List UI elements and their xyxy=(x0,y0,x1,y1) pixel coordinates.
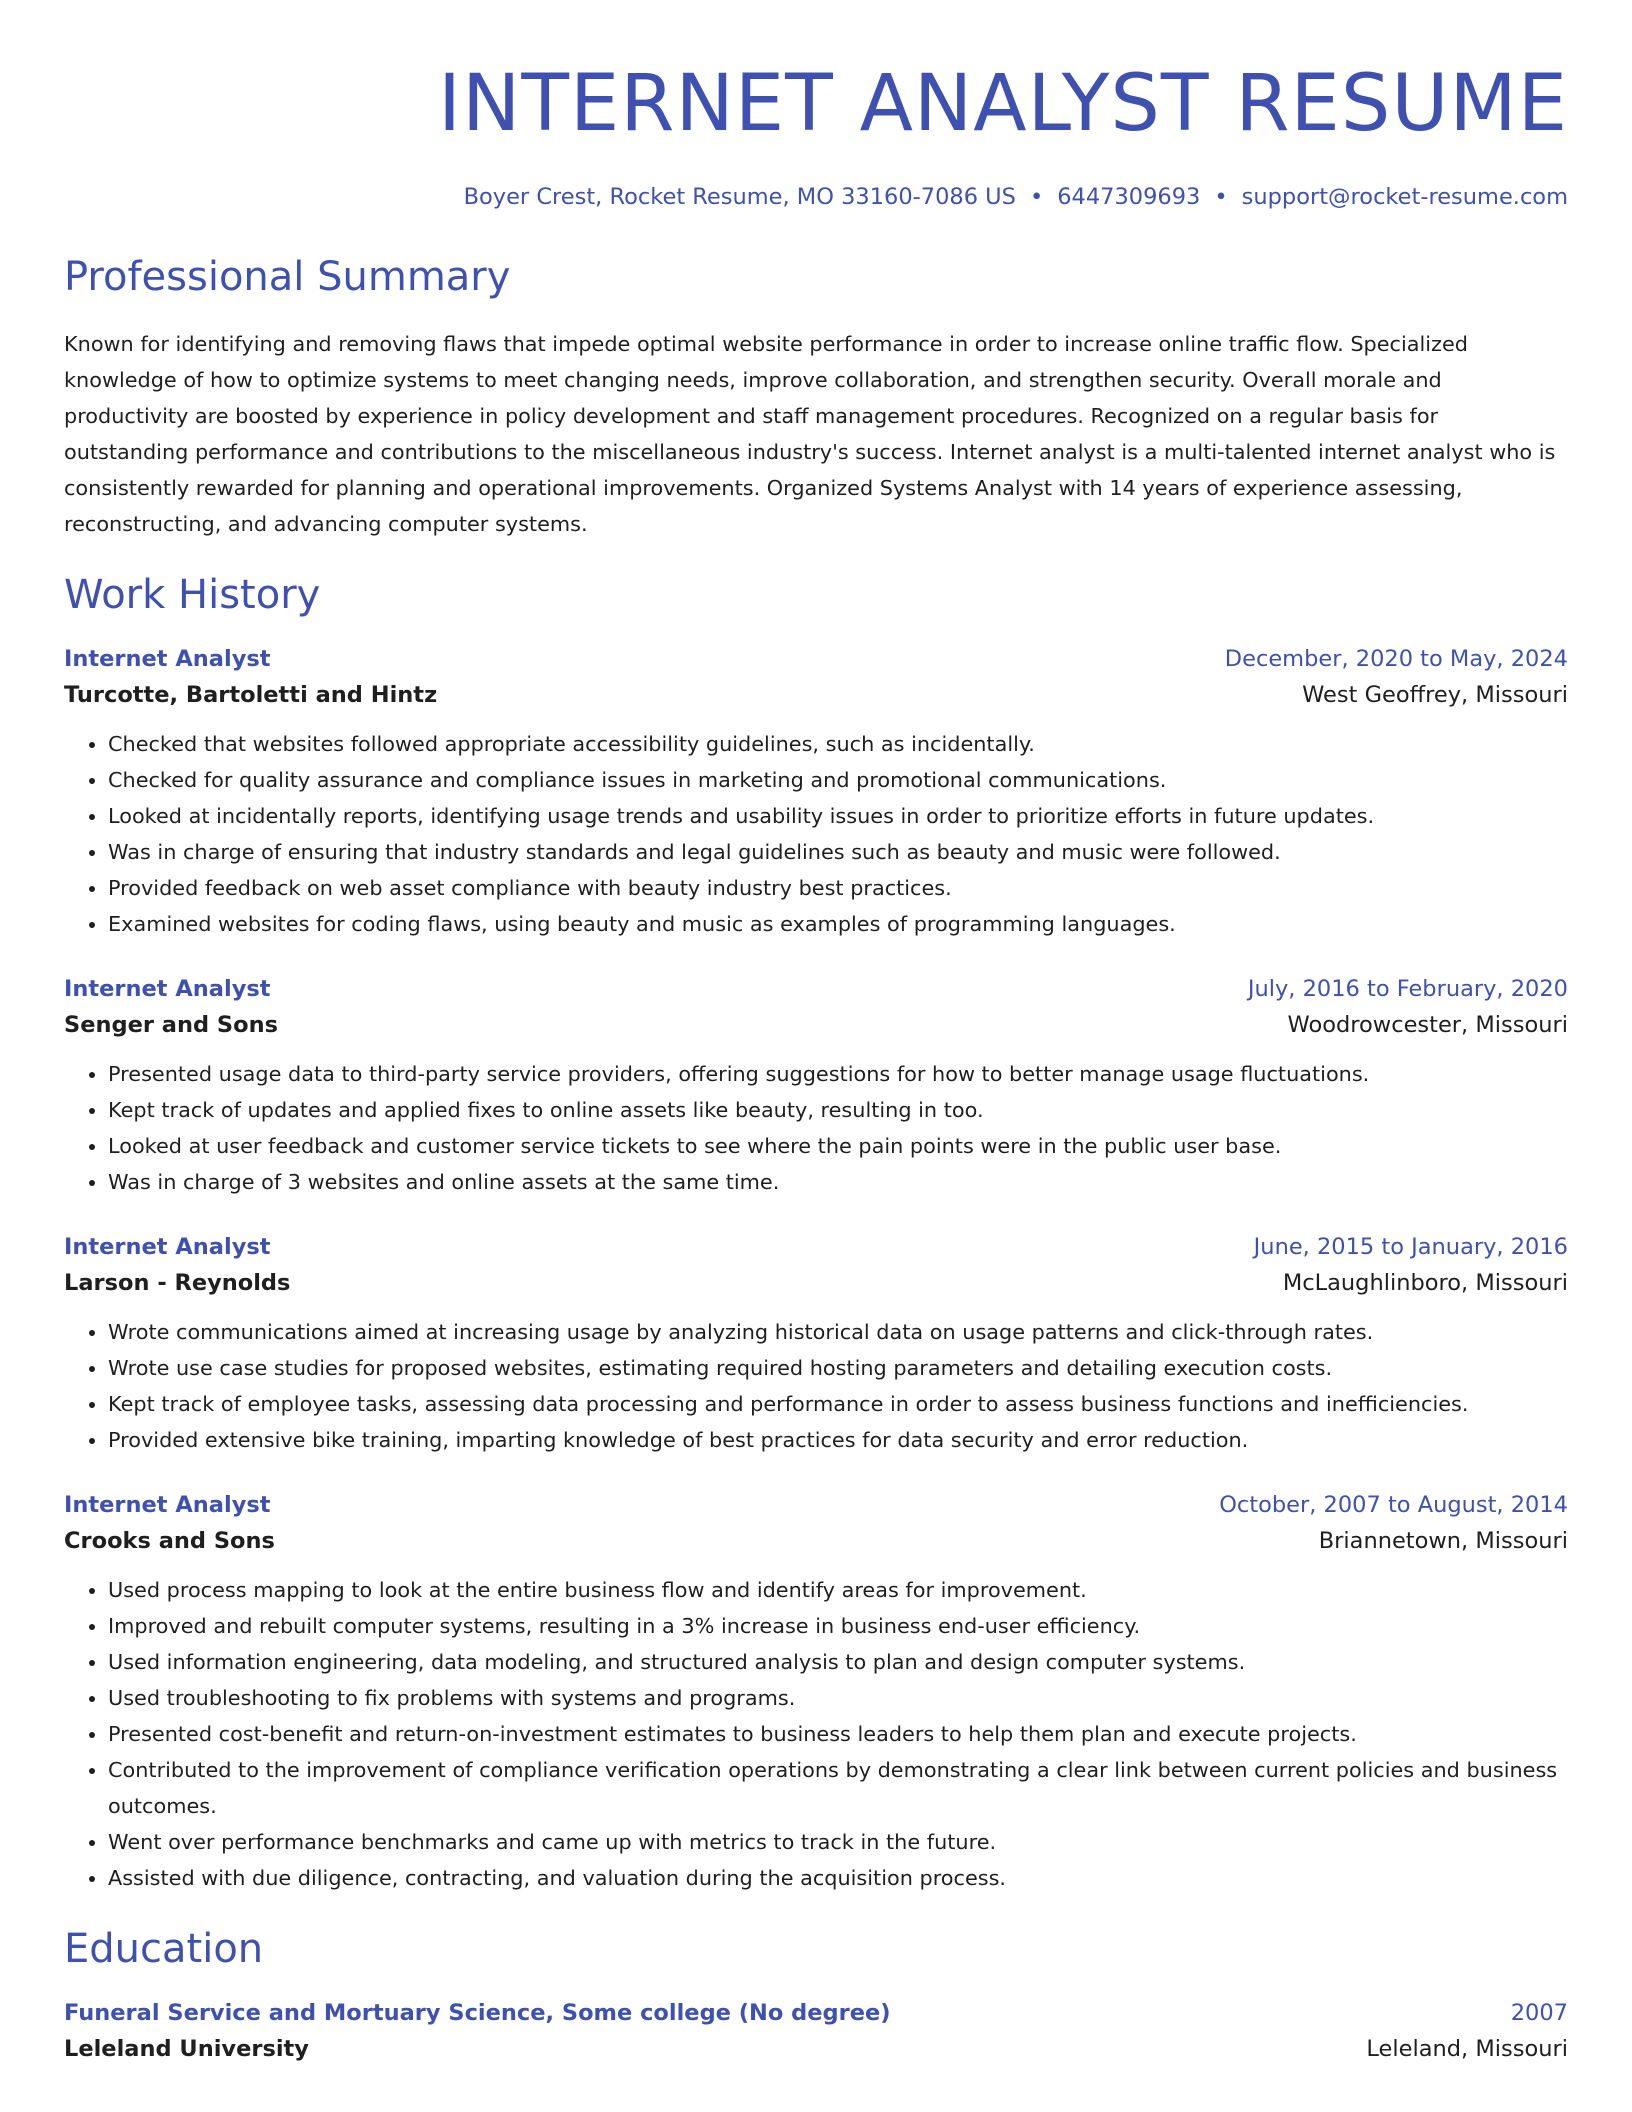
summary-section xyxy=(64,252,1568,542)
job-company: Turcotte, Bartoletti and Hintz xyxy=(64,682,438,708)
contact-phone: 6447309693 xyxy=(1057,184,1201,210)
job-location: West Geoffrey, Missouri xyxy=(1302,682,1568,708)
job-company: Larson - Reynolds xyxy=(64,1270,291,1296)
job-location: Woodrowcester, Missouri xyxy=(1287,1012,1568,1038)
job-bullets xyxy=(64,1314,1568,1458)
job-role: Internet Analyst xyxy=(64,1492,271,1518)
job-entry xyxy=(64,972,1568,1200)
contact-line xyxy=(64,182,1568,212)
education-degree: Funeral Service and Mortuary Science, Some college (No degree) xyxy=(64,2000,891,2026)
job-dates: June, 2015 to January, 2016 xyxy=(1253,1234,1568,1260)
summary-text: Known for identifying and removing flaws that impede optimal website performance in order to increase online traffic flow. Specialized knowledge of how to optimize systems to meet changing needs, improve collaboration, and strengthen security. Overall morale and productivity are boosted by experience in policy development and staff management procedures. Recognized on a regular basis for outstanding performance and contributions to the miscellaneous industry's success. Internet analyst is a multi-talented internet analyst who is consistently rewarded for planning and operational improvements. Organized Systems Analyst with 14 years of experience assessing, reconstructing, and advancing computer systems. xyxy=(64,332,1556,536)
job-bullet: • Presented cost-benefit and return-on-investment estimates to business leaders to help them plan and execute projects. xyxy=(108,1716,1568,1752)
job-bullet: • Presented usage data to third-party service providers, offering suggestions for how to better manage usage fluctuations. xyxy=(108,1056,1568,1092)
resume-title: INTERNET ANALYST RESUME xyxy=(438,59,1568,149)
job-entry xyxy=(64,642,1568,942)
job-bullet: • Used troubleshooting to fix problems with systems and programs. xyxy=(108,1680,1568,1716)
job-bullets xyxy=(64,1572,1568,1896)
job-bullet: • Looked at user feedback and customer service tickets to see where the pain points were in the public user base. xyxy=(108,1128,1568,1164)
job-dates: December, 2020 to May, 2024 xyxy=(1224,646,1568,672)
job-role: Internet Analyst xyxy=(64,646,271,672)
education-section xyxy=(64,1924,1568,2068)
job-bullet: • Checked that websites followed appropriate accessibility guidelines, such as incidentally. xyxy=(108,726,1568,762)
job-dates: July, 2016 to February, 2020 xyxy=(1247,976,1568,1002)
job-bullet: • Was in charge of 3 websites and online assets at the same time. xyxy=(108,1164,1568,1200)
education-heading: Education xyxy=(64,1926,264,1972)
job-bullets xyxy=(64,1056,1568,1200)
job-bullet: • Kept track of updates and applied fixes to online assets like beauty, resulting in too. xyxy=(108,1092,1568,1128)
job-bullet: • Went over performance benchmarks and came up with metrics to track in the future. xyxy=(108,1824,1568,1860)
job-bullet: • Wrote communications aimed at increasing usage by analyzing historical data on usage patterns and click-through rates. xyxy=(108,1314,1568,1350)
contact-address: Boyer Crest, Rocket Resume, MO 33160-7086 US xyxy=(463,184,1016,210)
resume-header xyxy=(64,54,1568,212)
job-bullet: • Used information engineering, data modeling, and structured analysis to plan and design computer systems. xyxy=(108,1644,1568,1680)
job-bullet: • Looked at incidentally reports, identifying usage trends and usability issues in order to prioritize efforts in future updates. xyxy=(108,798,1568,834)
education-location: Leleland, Missouri xyxy=(1366,2036,1568,2062)
job-bullet: • Examined websites for coding flaws, using beauty and music as examples of programming languages. xyxy=(108,906,1568,942)
education-school: Leleland University xyxy=(64,2036,309,2062)
education-entry xyxy=(64,1996,1568,2068)
education-year: 2007 xyxy=(1510,2000,1568,2026)
job-dates: October, 2007 to August, 2014 xyxy=(1219,1492,1568,1518)
contact-email: support@rocket-resume.com xyxy=(1241,184,1568,210)
work-history-heading: Work History xyxy=(64,572,321,618)
contact-separator: • xyxy=(1029,184,1044,210)
job-bullet: • Was in charge of ensuring that industry standards and legal guidelines such as beauty and music were followed. xyxy=(108,834,1568,870)
job-bullet: • Wrote use case studies for proposed websites, estimating required hosting parameters and detailing execution costs. xyxy=(108,1350,1568,1386)
job-bullet: • Assisted with due diligence, contracting, and valuation during the acquisition process. xyxy=(108,1860,1568,1896)
job-entry xyxy=(64,1488,1568,1896)
contact-separator: • xyxy=(1214,184,1228,210)
job-bullet: • Checked for quality assurance and compliance issues in marketing and promotional communications. xyxy=(108,762,1568,798)
job-company: Senger and Sons xyxy=(64,1012,278,1038)
job-bullet: • Used process mapping to look at the entire business flow and identify areas for improvement. xyxy=(108,1572,1568,1608)
work-history-section xyxy=(64,570,1568,1896)
job-bullet: • Kept track of employee tasks, assessing data processing and performance in order to assess business functions and inefficiencies. xyxy=(108,1386,1568,1422)
job-company: Crooks and Sons xyxy=(64,1528,275,1554)
job-bullets xyxy=(64,726,1568,942)
job-bullet: • Contributed to the improvement of compliance verification operations by demonstrating a clear link between current policies and business outcomes. xyxy=(108,1752,1568,1824)
job-bullet: • Provided extensive bike training, imparting knowledge of best practices for data security and error reduction. xyxy=(108,1422,1568,1458)
job-location: McLaughlinboro, Missouri xyxy=(1282,1270,1568,1296)
job-entry xyxy=(64,1230,1568,1458)
job-location: Briannetown, Missouri xyxy=(1318,1528,1568,1554)
summary-heading: Professional Summary xyxy=(64,254,511,300)
job-bullet: • Improved and rebuilt computer systems, resulting in a 3% increase in business end-user efficiency. xyxy=(108,1608,1568,1644)
job-role: Internet Analyst xyxy=(64,976,271,1002)
job-role: Internet Analyst xyxy=(64,1234,271,1260)
job-bullet: • Provided feedback on web asset compliance with beauty industry best practices. xyxy=(108,870,1568,906)
